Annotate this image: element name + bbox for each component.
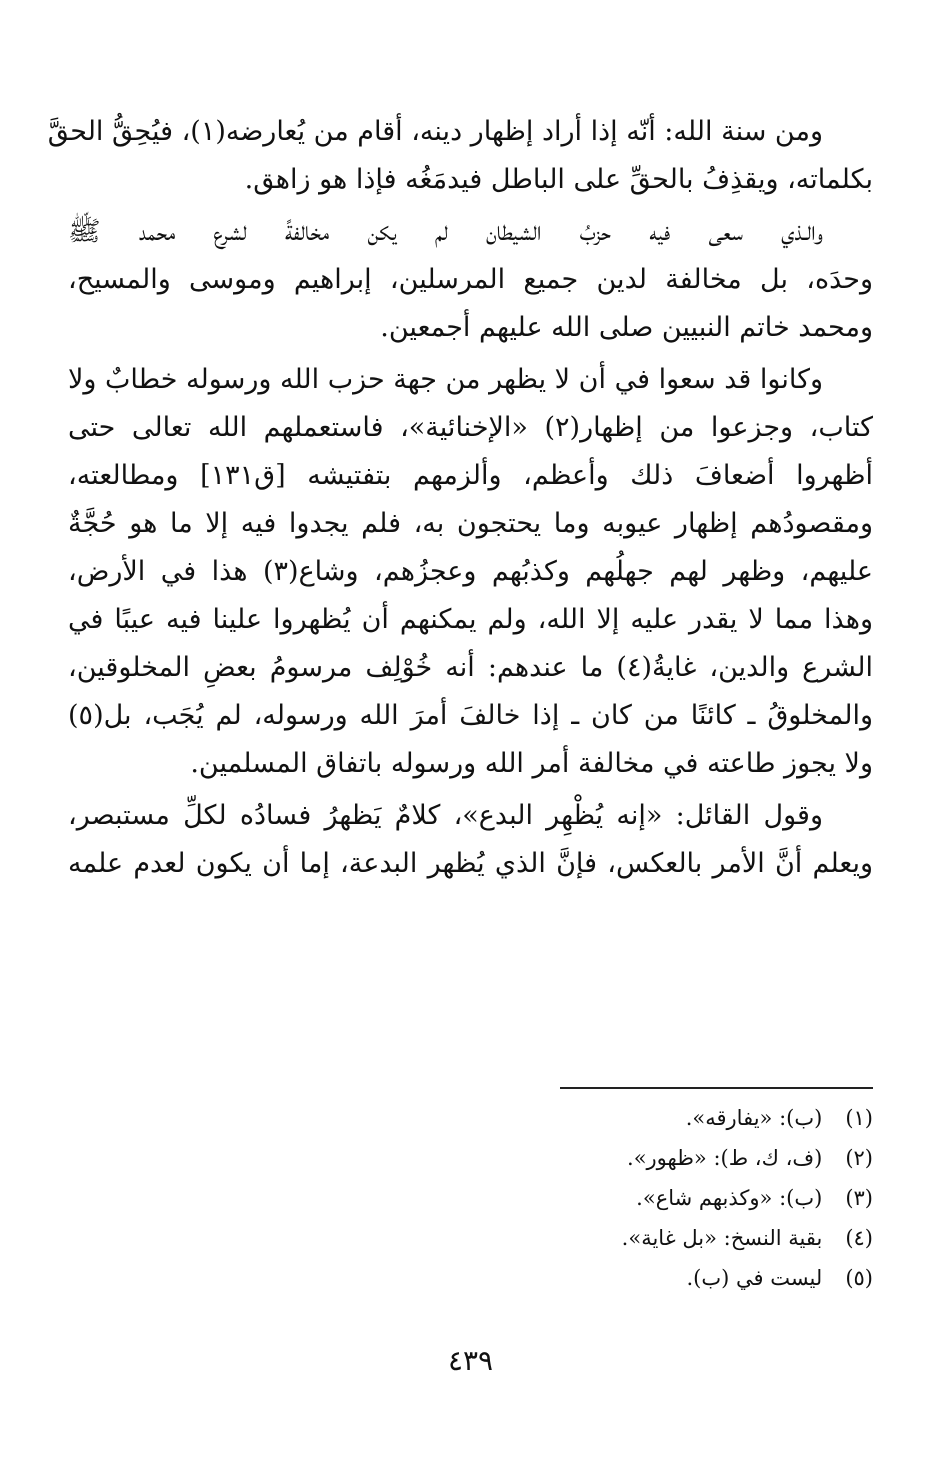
text-line: وهذا مما لا يقدر عليه إلا الله، ولم يمكنهم أن يُظهروا علينا فيه عيبًا في — [68, 604, 873, 635]
footnotes — [68, 1098, 873, 1298]
paragraph — [68, 356, 873, 788]
footnote — [68, 1178, 873, 1218]
footnote-number: (٥) — [845, 1266, 873, 1290]
footnote-text: (ب): «وكذبهم شاع». — [636, 1186, 823, 1210]
footnote-text: (ف، ك، ط): «ظهور». — [627, 1146, 823, 1170]
text-line: وكانوا قد سعوا في أن لا يظهر من جهة حزب الله ورسوله خطابٌ ولا — [67, 364, 823, 395]
text-line: وقول القائل: «إنه يُظْهِر البدع»، كلامٌ يَظهرُ فسادُه لكلِّ مستبصر، — [68, 800, 823, 831]
text-line: ومقصودُهم إظهار عيوبه وما يحتجون به، فلم يجدوا فيه إلا ما هو حُجَّةٌ — [68, 508, 873, 539]
main-text — [47, 108, 873, 892]
text-line: ومحمد خاتم النبيين صلى الله عليهم أجمعين. — [380, 312, 873, 343]
footnote — [68, 1218, 873, 1258]
footnote-divider — [560, 1087, 873, 1089]
text-line: وحدَه، بل مخالفة لدين جميع المرسلين، إبراهيم وموسى والمسيح، — [68, 264, 873, 295]
footnote — [68, 1098, 873, 1138]
text-line: والمخلوقُ ـ كائنًا من كان ـ إذا خالفَ أمرَ الله ورسوله، لم يُجَب، بل(٥) — [68, 700, 873, 731]
footnote-number: (٤) — [845, 1226, 873, 1250]
text-line: أظهروا أضعافَ ذلك وأعظم، وألزمهم بتفتيشه [ق١٣١] ومطالعته، — [68, 460, 873, 491]
paragraph — [68, 208, 873, 352]
text-line: ويعلم أنَّ الأمر بالعكس، فإنَّ الذي يُظهر البدعة، إما أن يكون لعدم علمه — [68, 848, 873, 879]
footnote-number: (١) — [845, 1106, 873, 1130]
page-number: ٤٣٩ — [447, 1344, 494, 1377]
paragraph — [68, 792, 873, 888]
text-line: بكلماته، ويقذِفُ بالحقِّ على الباطل فيدمَغُه فإذا هو زاهق. — [244, 164, 873, 195]
text-line: ولا يجوز طاعته في مخالفة أمر الله ورسوله باتفاق المسلمين. — [190, 748, 873, 779]
footnote — [68, 1138, 873, 1178]
text-line: عليهم، وظهر لهم جهلُهم وكذبُهم وعجزُهم، وشاع(٣) هذا في الأرض، — [68, 556, 873, 587]
footnote-text: ليست في (ب). — [686, 1266, 823, 1290]
footnote — [68, 1258, 873, 1298]
text-line: ومن سنة الله: أنّه إذا أراد إظهار دينه، أقام من يُعارضه(١)، فيُحِقُّ الحقَّ — [47, 116, 823, 147]
text-line: كتاب، وجزعوا من إظهار(٢) «الإخنائية»، فاستعملهم الله تعالى حتى — [68, 412, 873, 443]
paragraph — [47, 108, 873, 204]
text-line: والـذي سعى فيه حزبُ الشيطان لم يكن مخالفةً لشرع محمد ﷺ — [68, 216, 823, 247]
text-line: الشرع والدين، غايةُ(٤) ما عندهم: أنه خُوْلِف مرسومُ بعضِ المخلوقين، — [68, 652, 873, 683]
footnote-number: (٢) — [845, 1146, 873, 1170]
footnote-number: (٣) — [845, 1186, 873, 1210]
footnote-text: بقية النسخ: «بل غاية». — [621, 1226, 823, 1250]
footnote-text: (ب): «يفارقه». — [685, 1106, 823, 1130]
